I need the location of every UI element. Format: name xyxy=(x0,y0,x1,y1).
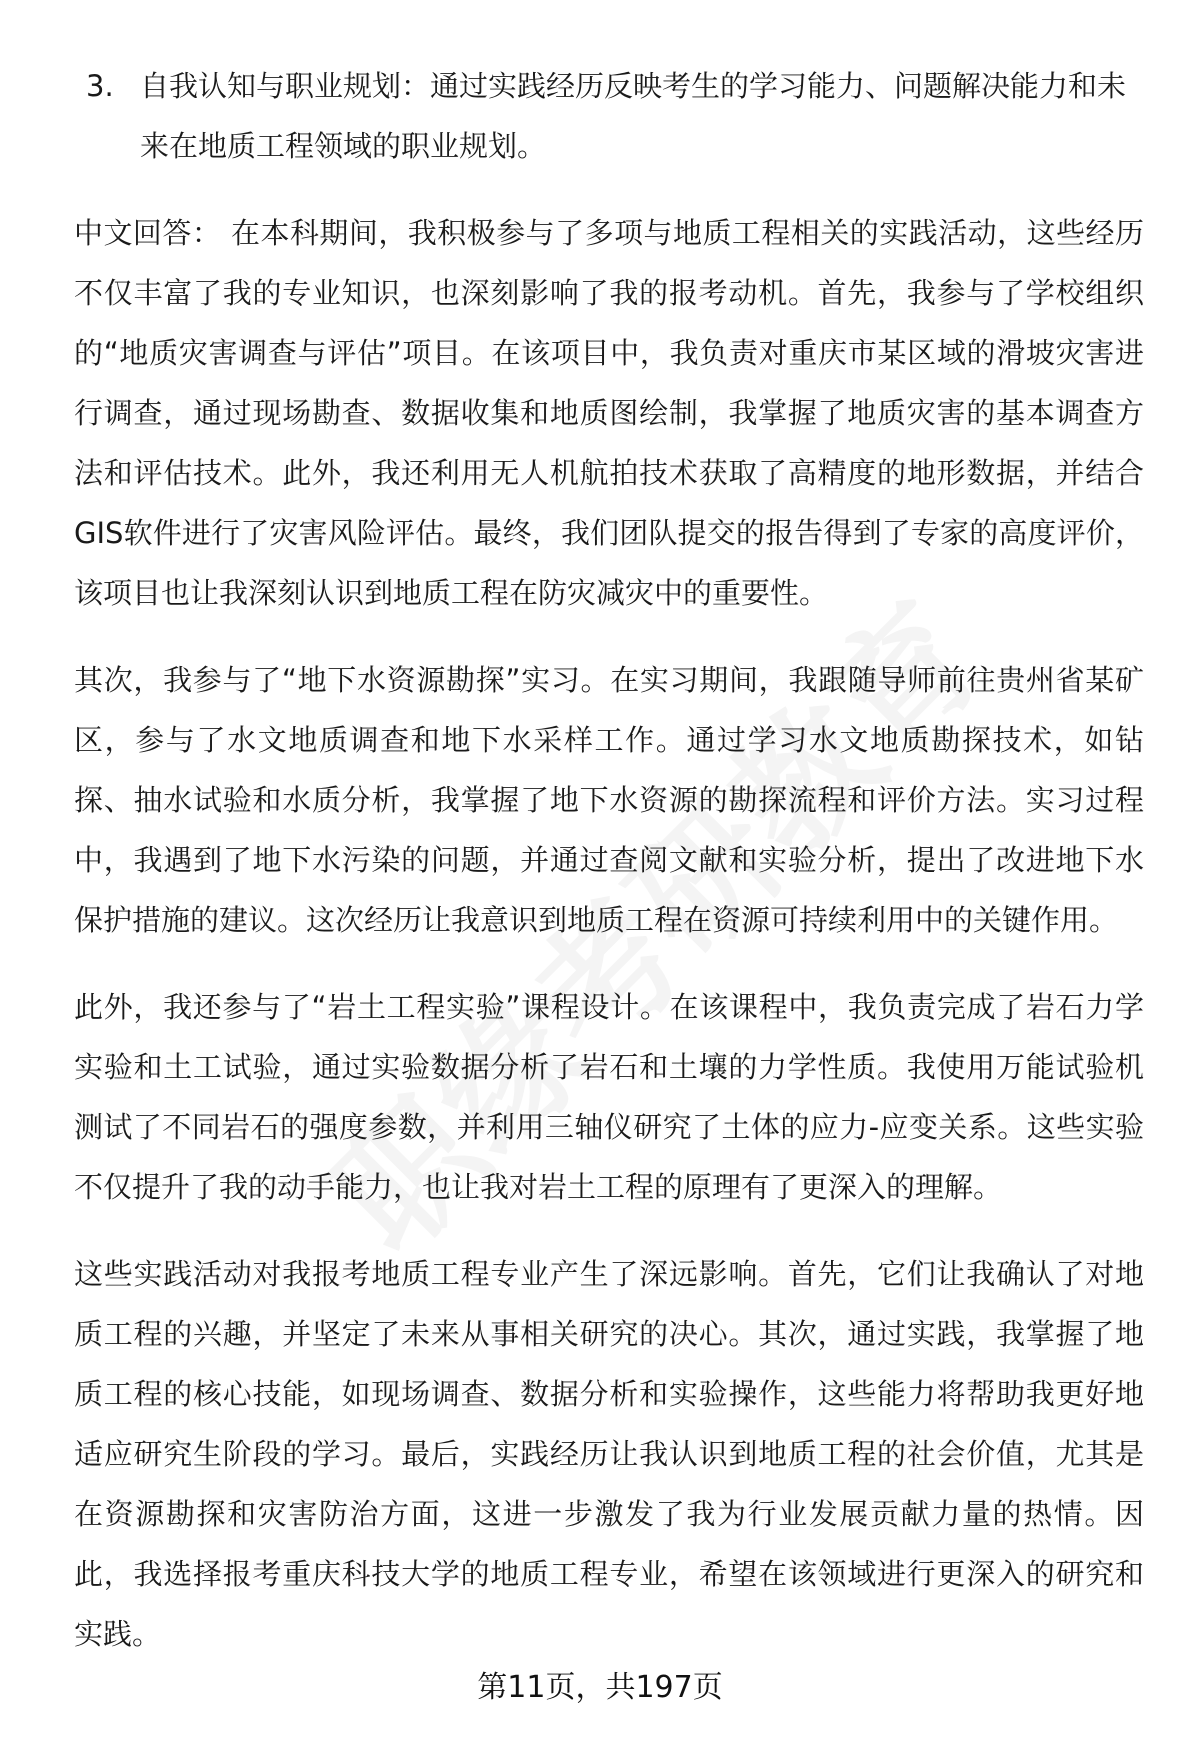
document-page xyxy=(74,56,1144,1664)
list-item-3 xyxy=(74,56,1144,176)
paragraph-conclusion: 这些实践活动对我报考地质工程专业产生了深远影响。首先，它们让我确认了对地质工程的兴趣，并坚定了未来从事相关研究的决心。其次，通过实践，我掌握了地质工程的核心技能，如现场调查、数据分析和实验操作，这些能力将帮助我更好地适应研究生阶段的学习。最后，实践经历让我认识到地质工程的社会价值，尤其是在资源勘探和灾害防治方面，这进一步激发了我为行业发展贡献力量的热情。因此，我选择报考重庆科技大学的地质工程专业，希望在该领域进行更深入的研究和实践。 xyxy=(74,1257,1144,1651)
paragraph-answer-intro: 中文回答： 在本科期间，我积极参与了多项与地质工程相关的实践活动，这些经历不仅丰富了我的专业知识，也深刻影响了我的报考动机。首先，我参与了学校组织的“地质灾害调查与评估”项目。在该项目中，我负责对重庆市某区域的滑坡灾害进行调查，通过现场勘查、数据收集和地质图绘制，我掌握了地质灾害的基本调查方法和评估技术。此外，我还利用无人机航拍技术获取了高精度的地形数据，并结合GIS软件进行了灾害风险评估。最终，我们团队提交的报告得到了专家的高度评价，该项目也让我深刻认识到地质工程在防灾减灾中的重要性。 xyxy=(74,216,1144,610)
list-text: 自我认知与职业规划：通过实践经历反映考生的学习能力、问题解决能力和未来在地质工程领域的职业规划。 xyxy=(140,69,1127,163)
page-footer: 第11页，共197页 xyxy=(477,1670,723,1705)
list-number: 3. xyxy=(86,69,114,103)
paragraph-groundwater: 其次，我参与了“地下水资源勘探”实习。在实习期间，我跟随导师前往贵州省某矿区，参与了水文地质调查和地下水采样工作。通过学习水文地质勘探技术，如钻探、抽水试验和水质分析，我掌握了地下水资源的勘探流程和评价方法。实习过程中，我遇到了地下水污染的问题，并通过查阅文献和实验分析，提出了改进地下水保护措施的建议。这次经历让我意识到地质工程在资源可持续利用中的关键作用。 xyxy=(74,663,1144,937)
paragraph-geotechnical: 此外，我还参与了“岩土工程实验”课程设计。在该课程中，我负责完成了岩石力学实验和土工试验，通过实验数据分析了岩石和土壤的力学性质。我使用万能试验机测试了不同岩石的强度参数，并利用三轴仪研究了土体的应力-应变关系。这些实验不仅提升了我的动手能力，也让我对岩土工程的原理有了更深入的理解。 xyxy=(74,990,1144,1204)
